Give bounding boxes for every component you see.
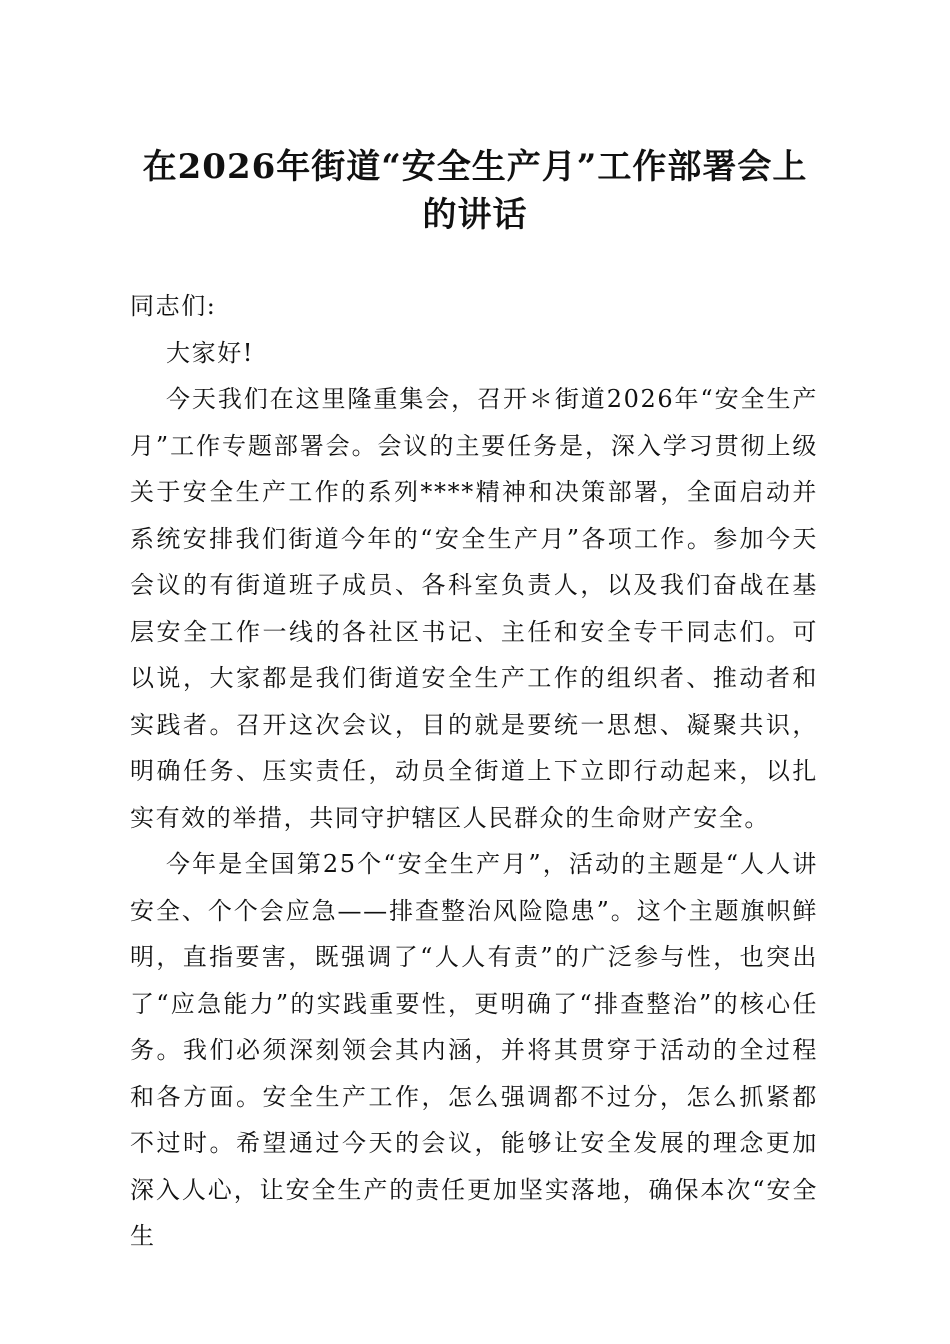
greeting: 大家好!	[166, 338, 255, 367]
paragraph-theme: 今年是全国第25个“安全生产月”，活动的主题是“人人讲安全、个个会应急——排查整治风险隐患”。这个主题旗帜鲜明，直指要害，既强调了“人人有责”的广泛参与性，也突出了“应急能力”的实践重要性，更明确了“排查整治”的核心任务。我们必须深刻领会其内涵，并将其贯穿于活动的全过程和各方面。安全生产工作，怎么强调都不过分，怎么抓紧都不过时。希望通过今天的会议，能够让安全发展的理念更加深入人心，让安全生产的责任更加坚实落地，确保本次“安全生	[130, 850, 818, 1250]
title-line-2: 的讲话	[422, 195, 528, 235]
document-body	[130, 283, 818, 1260]
document-title	[120, 143, 830, 239]
title-line-1: 在2026年街道“安全生产月”工作部署会上	[142, 147, 808, 187]
paragraph-opening: 今天我们在这里隆重集会，召开＊街道2026年“安全生产月”工作专题部署会。会议的主要任务是，深入学习贯彻上级关于安全生产工作的系列****精神和决策部署，全面启动并系统安排我们街道今年的“安全生产月”各项工作。参加今天会议的有街道班子成员、各科室负责人，以及我们奋战在基层安全工作一线的各社区书记、主任和安全专干同志们。可以说，大家都是我们街道安全生产工作的组织者、推动者和实践者。召开这次会议，目的就是要统一思想、凝聚共识，明确任务、压实责任，动员全街道上下立即行动起来，以扎实有效的举措，共同守护辖区人民群众的生命财产安全。	[130, 385, 818, 832]
salutation: 同志们:	[130, 292, 217, 320]
